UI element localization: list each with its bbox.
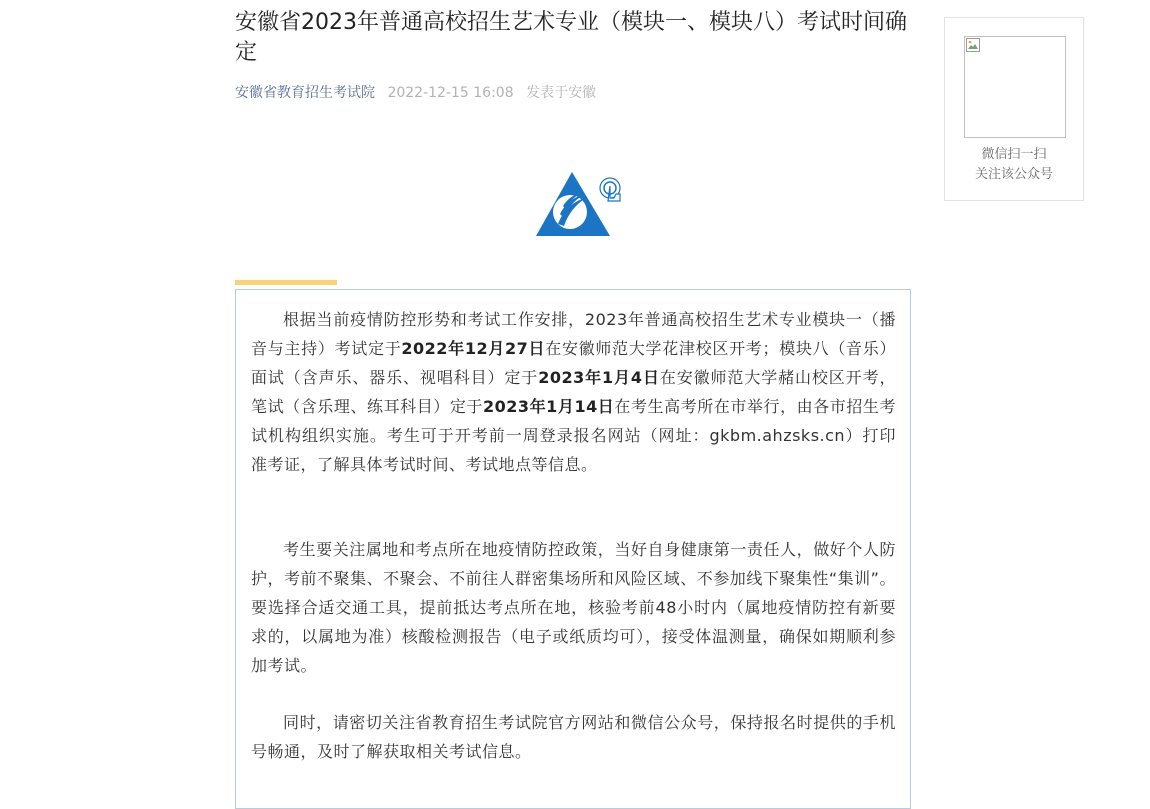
article-content-box: [235, 289, 911, 809]
qr-code-card: [944, 17, 1084, 201]
paragraph-1-text-1: 根据当前疫情防控形势和考试工作安排，2023年普通高校招生艺术专业模块一（播音与主持）考试定于: [251, 310, 896, 358]
broken-image-icon: [965, 37, 981, 53]
article-title: 安徽省2023年普通高校招生艺术专业（模块一、模块八）考试时间确定: [235, 10, 907, 65]
account-name-link[interactable]: 安徽省教育招生考试院: [235, 85, 375, 101]
ahzsks-triangle-logo-icon: [530, 168, 626, 240]
accent-bar: [235, 280, 337, 285]
paragraph-2: [251, 535, 896, 680]
paragraph-3: [251, 708, 896, 766]
publish-time: 2022-12-15 16:08: [387, 85, 514, 101]
qr-code-image[interactable]: [964, 36, 1066, 138]
paragraph-3-text: 同时，请密切关注省教育招生考试院官方网站和微信公众号，保持报名时提供的手机号畅通，及时了解获取相关考试信息。: [251, 713, 896, 761]
paragraph-2-text: 考生要关注属地和考点所在地疫情防控政策，当好自身健康第一责任人，做好个人防护，考前不聚集、不聚会、不前往人群密集场所和风险区域、不参加线下聚集性“集训”。要选择合适交通工具，提前抵达考点所在地，核验考前48小时内（属地疫情防控有新要求的，以属地为准）核酸检测报告（电子或纸质均可），接受体温测量，确保如期顺利参加考试。: [251, 540, 896, 675]
article-meta: [235, 83, 596, 103]
qr-caption: [945, 145, 1083, 185]
publish-location: 发表于安徽: [526, 85, 597, 101]
exam-date-module-1: 2022年12月27日: [401, 339, 546, 358]
qr-caption-line-2: 关注该公众号: [974, 167, 1053, 182]
exam-date-module-8-interview: 2023年1月4日: [538, 368, 660, 387]
paragraph-1-text-3: 在安徽师范大学赭山校区开考，笔试（含乐理、练耳科目）定于: [251, 368, 896, 416]
paragraph-1-text-2: 在安徽师范大学花津校区开考；模块八（音乐）面试（含声乐、器乐、视唱科目）定于: [251, 339, 896, 387]
paragraph-1-text-4: 在考生高考所在市举行，由各市招生考试机构组织实施。考生可于开考前一周登录报名网站（网址：gkbm.ahzsks.cn）打印准考证，了解具体考试时间、考试地点等信息。: [251, 397, 896, 474]
paragraph-1: [251, 305, 896, 479]
exam-date-module-8-written: 2023年1月14日: [483, 397, 615, 416]
qr-caption-line-1: 微信扫一扫: [981, 147, 1047, 162]
